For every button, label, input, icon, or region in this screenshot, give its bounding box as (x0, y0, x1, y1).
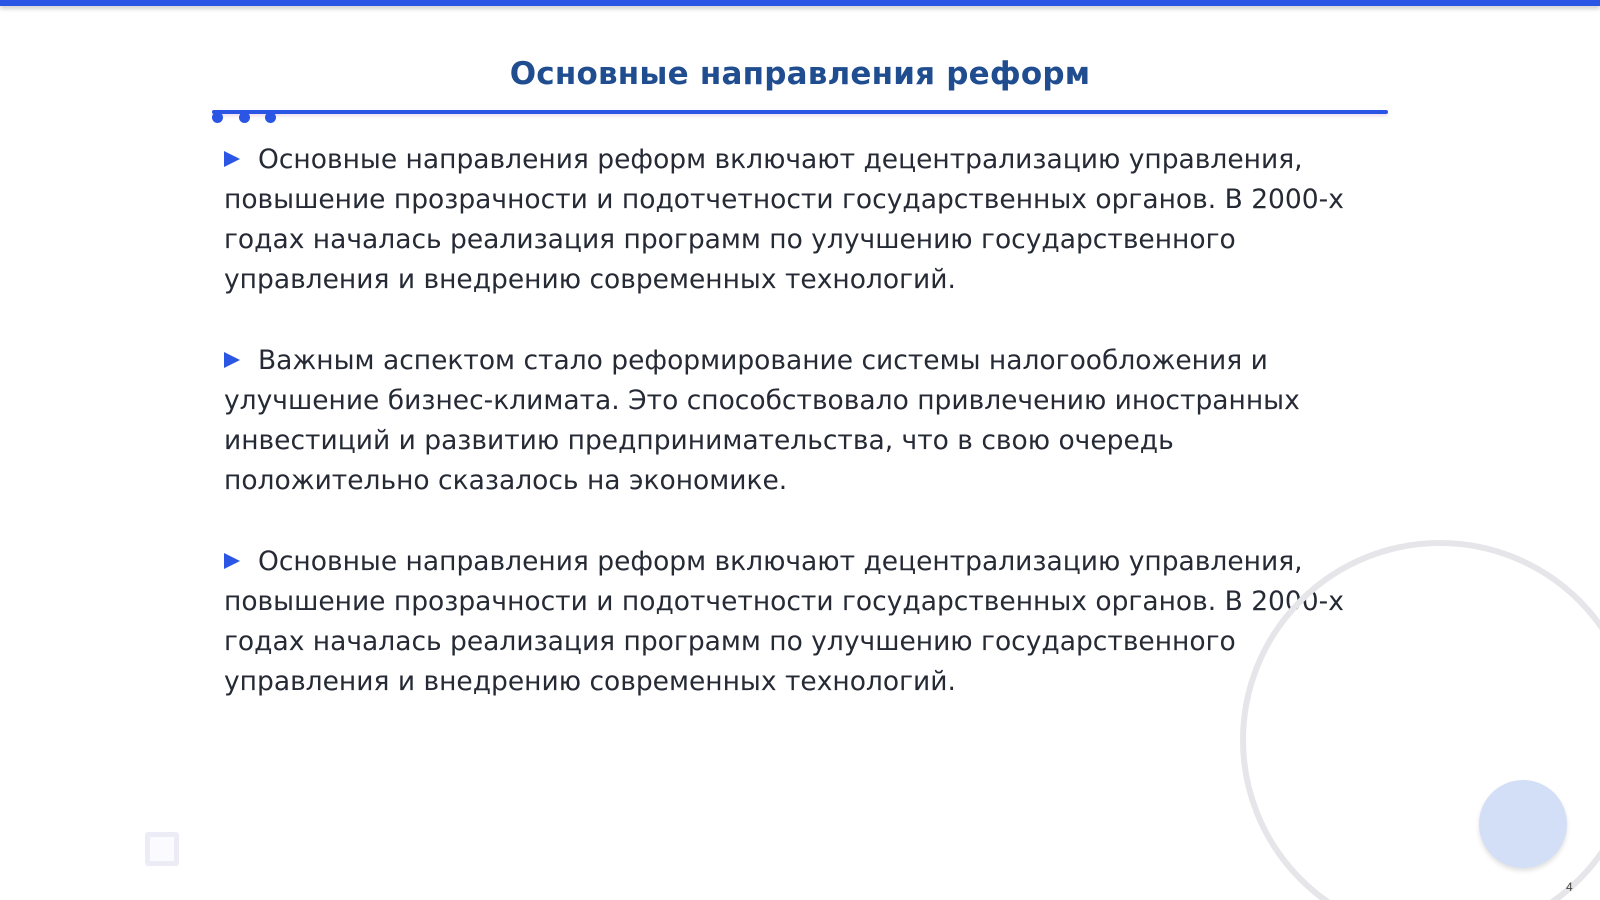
bullet-paragraph (224, 341, 1344, 501)
page-number: 4 (1566, 880, 1573, 894)
top-accent-bar (0, 0, 1600, 6)
paragraph-text: Важным аспектом стало реформирование системы налогообложения и улучшение бизнес-климата. Это способствовало привлечению иностранных инвестиций и развитию предпринимательства, что в свою очередь положительно сказалось на экономике. (224, 345, 1300, 496)
bullet-paragraph (224, 140, 1344, 300)
decorative-circle (1479, 780, 1567, 868)
dot-icon (265, 112, 276, 123)
triangle-right-icon (224, 553, 240, 569)
dot-icon (212, 112, 223, 123)
triangle-right-icon (224, 151, 240, 167)
paragraph-text: Основные направления реформ включают децентрализацию управления, повышение прозрачности и подотчетности государственных органов. В 2000-х годах началась реализация программ по улучшению государственного управления и внедрению современных технологий. (224, 144, 1344, 295)
dot-icon (239, 112, 250, 123)
title-underline (212, 110, 1388, 114)
slide-title: Основные направления реформ (509, 56, 1091, 92)
paragraph-text: Основные направления реформ включают децентрализацию управления, повышение прозрачности и подотчетности государственных органов. В 2000-х годах началась реализация программ по улучшению государственного управления и внедрению современных технологий. (224, 546, 1344, 697)
bullet-paragraph (224, 542, 1344, 702)
triangle-right-icon (224, 352, 240, 368)
decorative-square (145, 832, 179, 866)
bullet-list (224, 140, 1344, 743)
